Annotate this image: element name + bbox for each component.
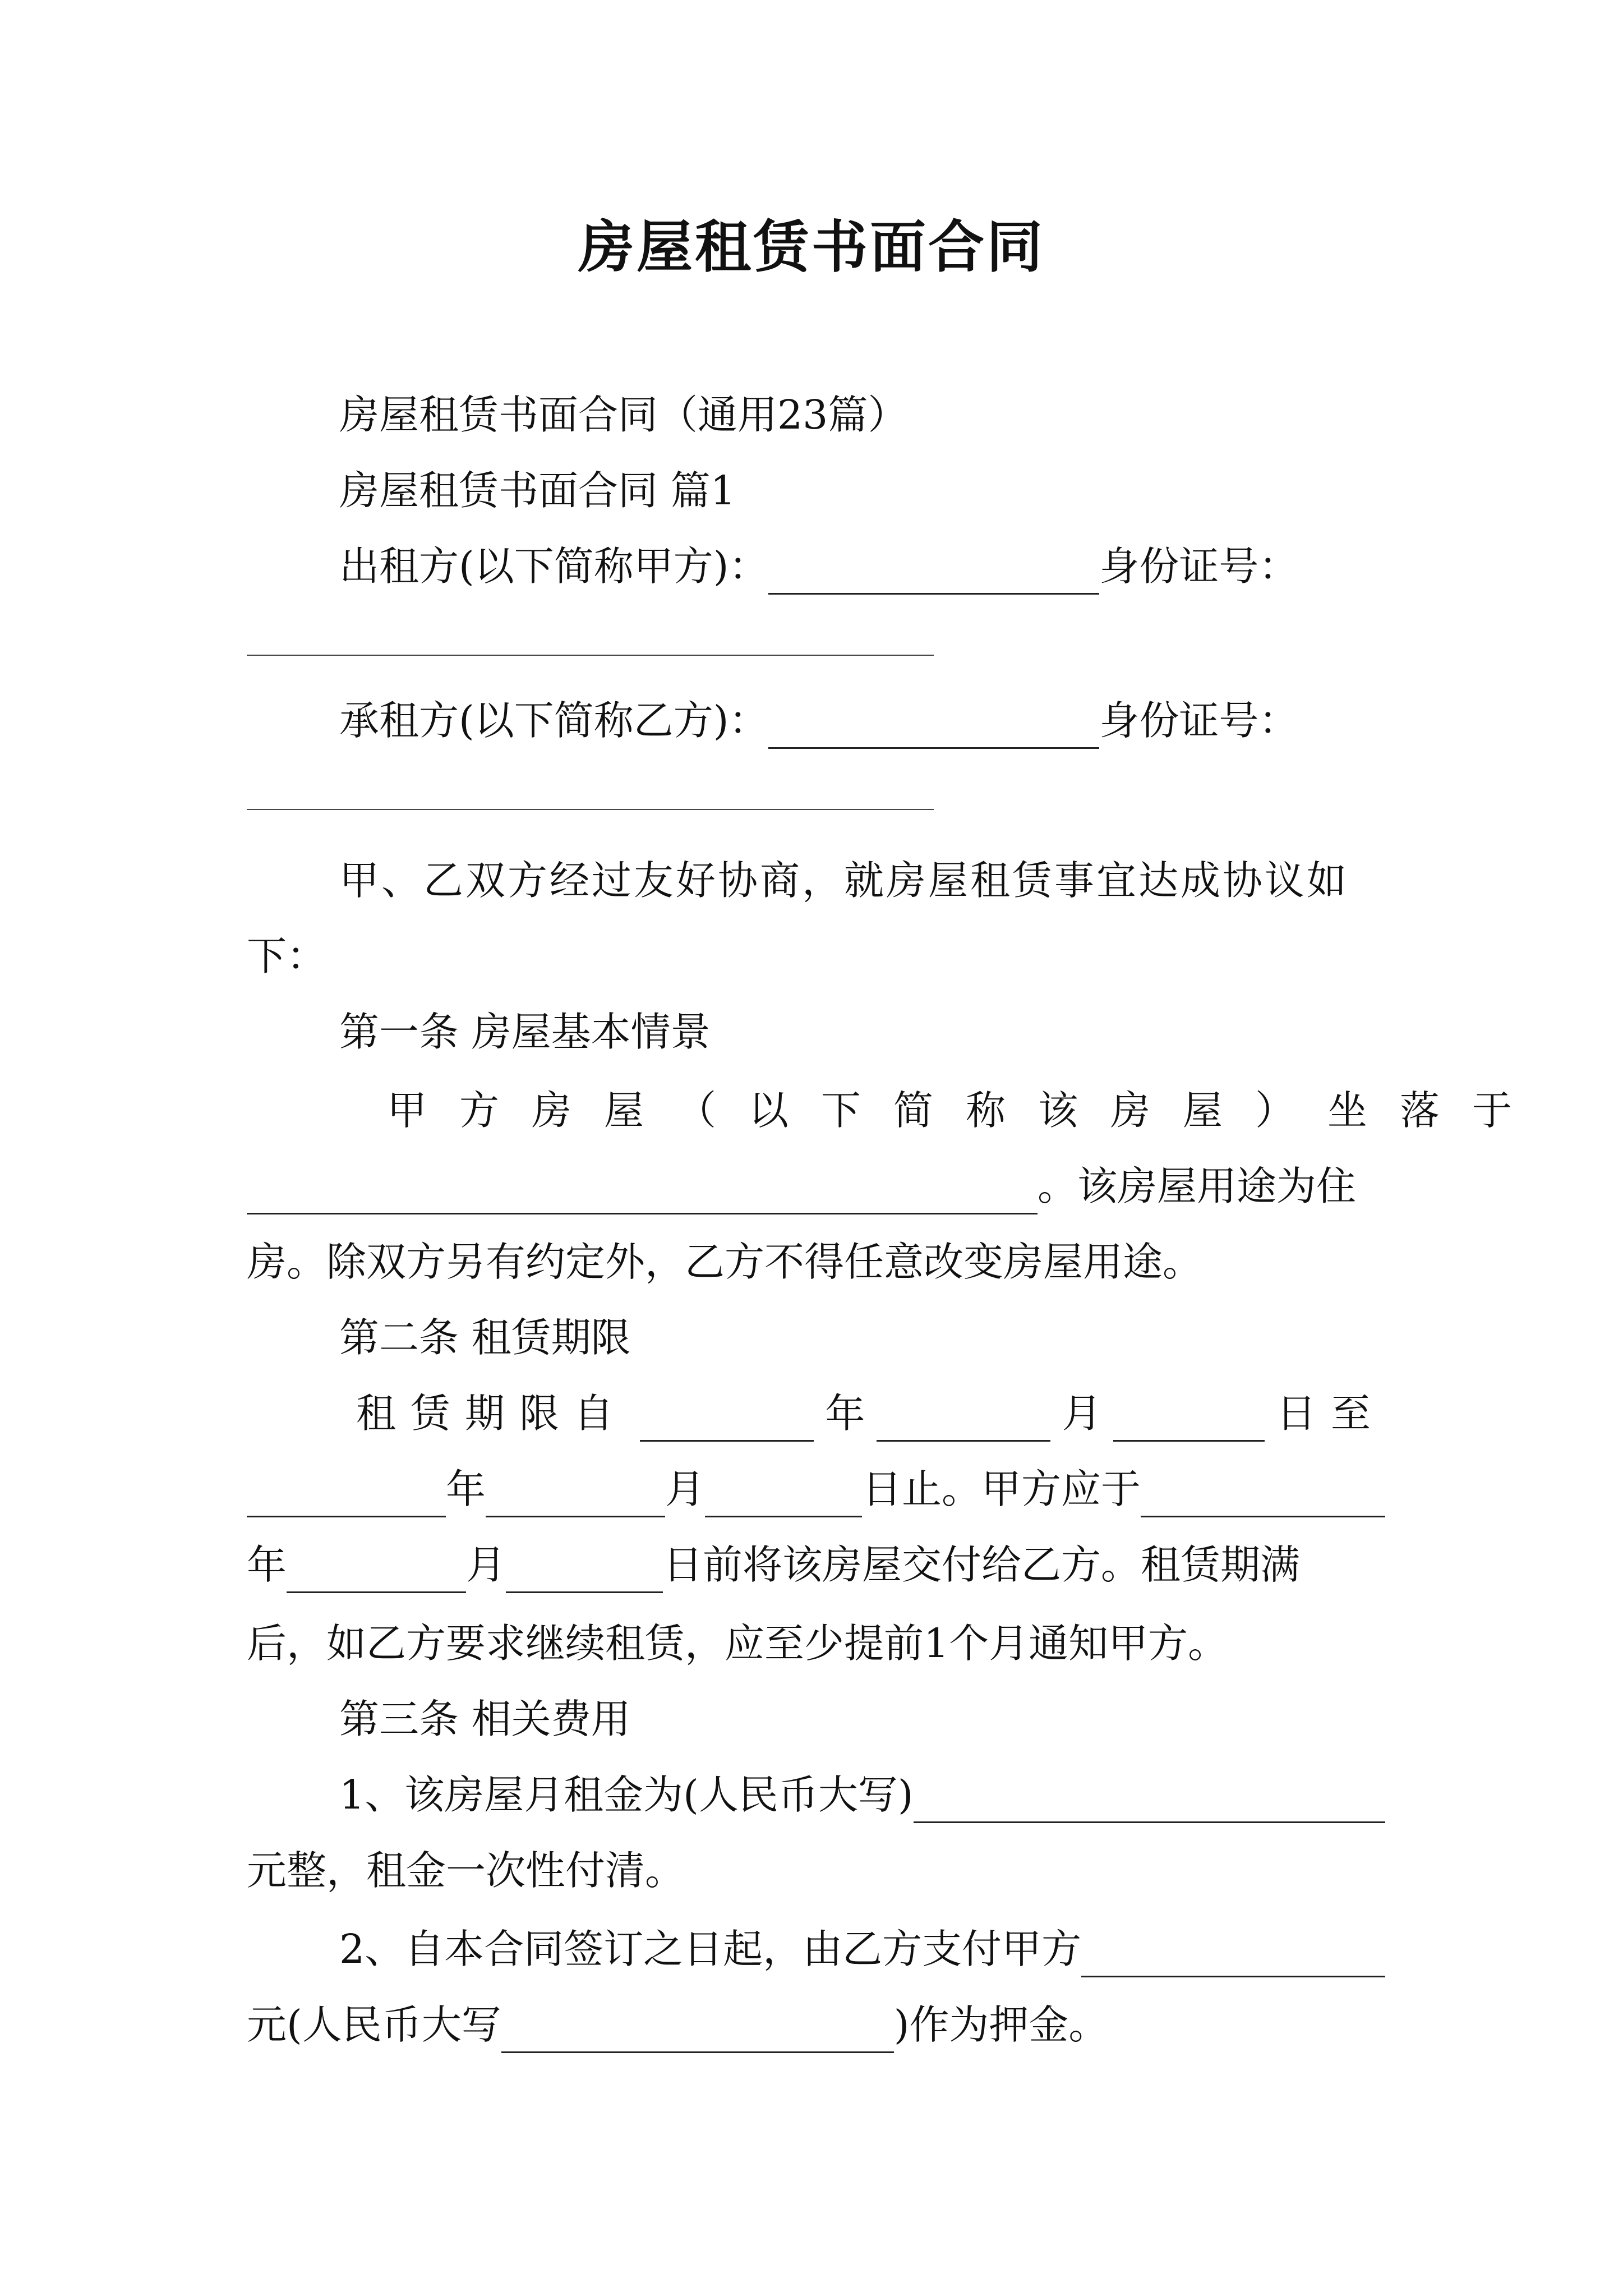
lessor-label: 出租方(以下简称甲方)： <box>339 543 769 590</box>
house-address-blank[interactable] <box>247 1208 1038 1214</box>
lease-term-line-3 <box>247 1537 1385 1593</box>
end-year-label: 年 <box>446 1466 486 1512</box>
document-title: 房屋租赁书面合同 <box>578 214 1045 280</box>
subtitle: 房屋租赁书面合同（通用23篇） <box>339 392 908 438</box>
end-month-label: 月 <box>665 1466 706 1512</box>
end-year-blank[interactable] <box>247 1511 446 1517</box>
deposit-words-blank[interactable] <box>501 2047 894 2053</box>
deposit-label: 2、自本合同签订之日起，由乙方支付甲方 <box>339 1926 1082 1972</box>
start-year-label: 年 <box>825 1390 865 1437</box>
end-day-blank[interactable] <box>705 1511 862 1517</box>
delivery-year-label: 年 <box>247 1542 287 1588</box>
end-month-blank[interactable] <box>486 1511 665 1517</box>
lessor-id-line <box>247 614 1385 670</box>
lessor-id-blank[interactable] <box>247 654 934 656</box>
deposit-words-label: 元(人民币大写 <box>247 2001 501 2048</box>
end-day-label: 日止。甲方应于 <box>862 1466 1141 1512</box>
lessor-id-label: 身份证号： <box>1099 543 1299 590</box>
article-2-renewal: 后，如乙方要求继续租赁，应至少提前1个月通知甲方。 <box>247 1620 1228 1667</box>
delivery-day-label: 日前将该房屋交付给乙方。租赁期满 <box>663 1542 1301 1588</box>
rent-line-2: 元整，租金一次性付清。 <box>247 1847 685 1894</box>
rent-label: 1、该房屋月租金为(人民币大写) <box>339 1772 914 1818</box>
intro-line-2: 下： <box>247 933 327 979</box>
lessee-name-blank[interactable] <box>768 743 1099 749</box>
delivery-month-blank[interactable] <box>287 1587 466 1593</box>
lease-term-line-2 <box>247 1461 1385 1517</box>
deposit-tail: )作为押金。 <box>893 2001 1109 2048</box>
start-month-label: 月 <box>1062 1390 1102 1437</box>
lessor-line <box>339 539 1385 595</box>
article-1-heading: 第一条 房屋基本情景 <box>339 1009 711 1055</box>
rent-line <box>339 1767 1385 1823</box>
rent-amount-blank[interactable] <box>914 1817 1385 1823</box>
lessee-label: 承租方(以下简称乙方)： <box>339 697 769 744</box>
article-1-para-3: 房。除双方另有约定外，乙方不得任意改变房屋用途。 <box>247 1239 1203 1285</box>
article-1-para-2 <box>247 1158 1385 1214</box>
lessor-name-blank[interactable] <box>768 588 1099 595</box>
start-day-blank[interactable] <box>1113 1435 1265 1442</box>
lessee-id-line <box>247 769 1385 825</box>
part-heading: 房屋租赁书面合同 篇1 <box>339 467 736 514</box>
start-month-blank[interactable] <box>877 1435 1050 1442</box>
start-year-blank[interactable] <box>640 1435 814 1442</box>
article-2-heading: 第二条 租赁期限 <box>339 1314 631 1361</box>
delivery-month-label: 月 <box>466 1542 506 1588</box>
delivery-day-blank[interactable] <box>506 1587 663 1593</box>
intro-line-1: 甲、乙双方经过友好协商，就房屋租赁事宜达成协议如 <box>339 857 1349 904</box>
deposit-amount-blank[interactable] <box>1081 1971 1385 1977</box>
deposit-line <box>339 1921 1385 1977</box>
article-1-para-1: 甲方房屋（以下简称该房屋）坐落于 <box>387 1087 1545 1134</box>
lessee-id-blank[interactable] <box>247 808 934 810</box>
lease-term-line-1 <box>356 1386 1385 1442</box>
article-1-usage: 。该房屋用途为住 <box>1038 1163 1357 1209</box>
deposit-line-2 <box>247 1997 1385 2053</box>
delivery-year-blank[interactable] <box>1141 1511 1385 1517</box>
lessee-line <box>339 693 1385 749</box>
article-3-heading: 第三条 相关费用 <box>339 1696 631 1742</box>
start-day-label: 日至 <box>1276 1390 1385 1437</box>
lease-from-label: 租赁期限自 <box>356 1390 629 1437</box>
lessee-id-label: 身份证号： <box>1099 697 1299 744</box>
